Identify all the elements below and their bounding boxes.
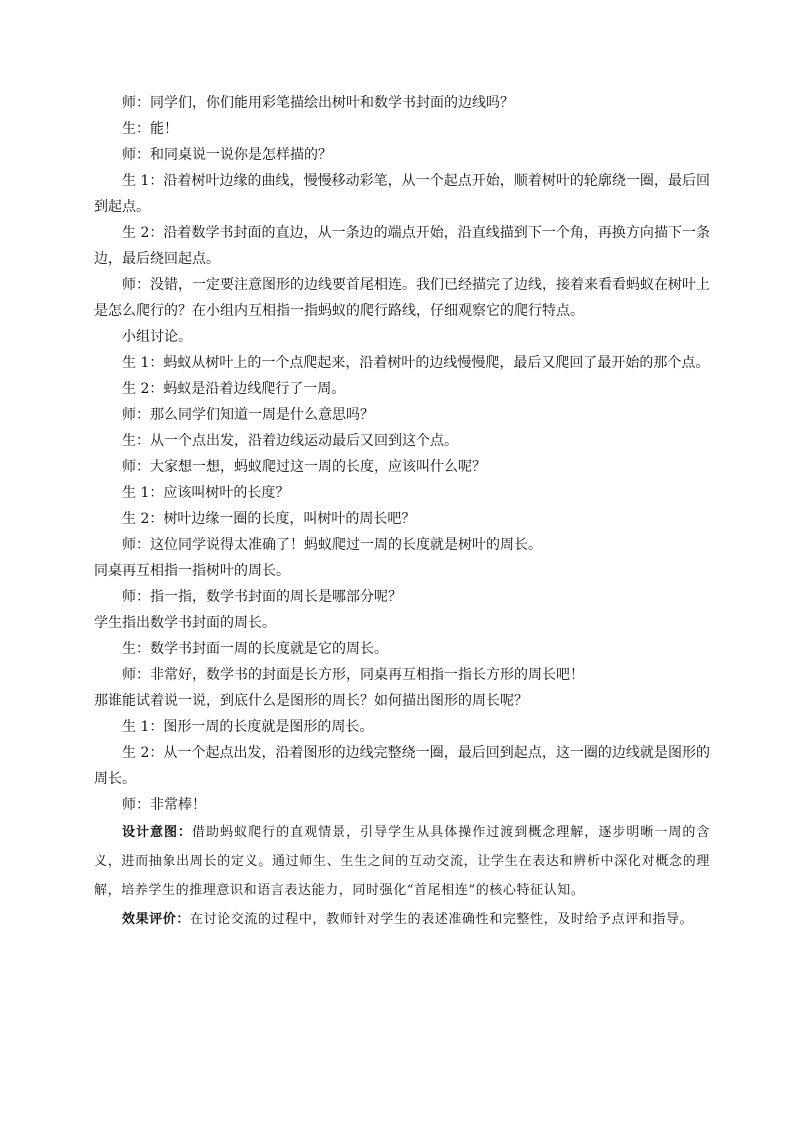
paragraph: 生 2：树叶边缘一圈的长度，叫树叶的周长吧？ — [122, 511, 416, 527]
paragraph: 师：这位同学说得太准确了！蚂蚁爬过一周的长度就是树叶的周长。 — [122, 537, 542, 553]
lesson-transcript — [94, 90, 710, 934]
paragraph: 生 2：从一个起点出发，沿着图形的边线完整绕一圈，最后回到起点，这一圈的边线就是图形的周长。 — [94, 745, 710, 787]
paragraph: 师：大家想一想，蚂蚁爬过这一周的长度，应该叫什么呢？ — [122, 459, 486, 475]
paragraph: 那谁能试着说一说，到底什么是图形的周长？如何描出图形的周长呢？ — [94, 693, 528, 709]
paragraph: 生：从一个点出发，沿着边线运动最后又回到这个点。 — [122, 433, 458, 449]
paragraph: 学生指出数学书封面的周长。 — [94, 615, 276, 631]
paragraph: 师：没错，一定要注意图形的边线要首尾相连。我们已经描完了边线，接着来看看蚂蚁在树叶上是怎么爬行的？在小组内互相指一指蚂蚁的爬行路线，仔细观察它的爬行特点。 — [94, 277, 710, 319]
paragraph: 师：那么同学们知道一周是什么意思吗？ — [122, 407, 374, 423]
paragraph: 生 1：沿着树叶边缘的曲线，慢慢移动彩笔，从一个起点开始，顺着树叶的轮廓绕一圈，最后回到起点。 — [94, 173, 710, 215]
design-intent-note — [94, 818, 710, 905]
effect-evaluation-label: 效果评价： — [122, 912, 191, 927]
paragraph: 同桌再互相指一指树叶的周长。 — [94, 563, 290, 579]
paragraph: 师：同学们，你们能用彩笔描绘出树叶和数学书封面的边线吗？ — [122, 95, 514, 111]
paragraph: 师：和同桌说一说你是怎样描的？ — [122, 147, 332, 163]
paragraph: 生：数学书封面一周的长度就是它的周长。 — [122, 641, 388, 657]
effect-evaluation-text: 在讨论交流的过程中，教师针对学生的表述准确性和完整性，及时给予点评和指导。 — [190, 912, 694, 927]
paragraph: 小组讨论。 — [122, 329, 192, 345]
effect-evaluation-note — [94, 905, 710, 934]
paragraph: 生：能！ — [122, 121, 178, 137]
paragraph: 生 1：图形一周的长度就是图形的周长。 — [122, 719, 374, 735]
paragraph: 师：指一指，数学书封面的周长是哪部分呢？ — [122, 589, 402, 605]
paragraph: 师：非常好，数学书的封面是长方形，同桌再互相指一指长方形的周长吧！ — [122, 667, 584, 683]
paragraph: 生 2：蚂蚁是沿着边线爬行了一周。 — [122, 381, 346, 397]
paragraph: 师：非常棒！ — [122, 797, 206, 813]
paragraph: 生 1：应该叫树叶的长度？ — [122, 485, 290, 501]
design-intent-label: 设计意图： — [122, 825, 193, 840]
paragraph: 生 2：沿着数学书封面的直边，从一条边的端点开始，沿直线描到下一个角，再换方向描下一条边，最后绕回起点。 — [94, 225, 710, 267]
paragraph: 生 1：蚂蚁从树叶上的一个点爬起来，沿着树叶的边线慢慢爬，最后又爬回了最开始的那个点。 — [122, 355, 710, 371]
design-intent-text: 借助蚂蚁爬行的直观情景，引导学生从具体操作过渡到概念理解，逐步明晰一周的含义，进而抽象出周长的定义。通过师生、生生之间的互动交流，让学生在表达和辨析中深化对概念的理解，培养学生的推理意识和语言表达能力，同时强化“首尾相连”的核心特征认知。 — [94, 825, 710, 898]
